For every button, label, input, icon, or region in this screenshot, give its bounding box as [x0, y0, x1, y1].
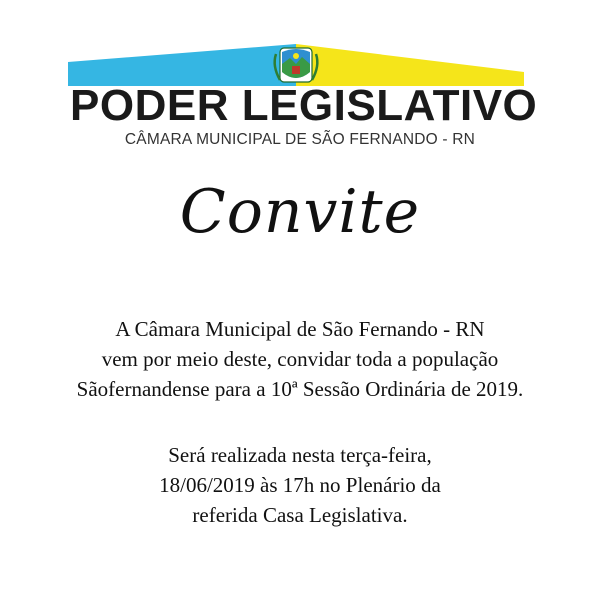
invitation-paragraph: [0, 314, 600, 404]
municipal-coat-of-arms-icon: [275, 48, 318, 82]
paragraph-line: 18/06/2019 às 17h no Plenário da: [159, 473, 441, 497]
invitation-heading: Convite: [179, 177, 421, 247]
header: [0, 0, 600, 160]
paragraph-line: vem por meio deste, convidar toda a população: [101, 347, 499, 371]
organization-title: PODER LEGISLATIVO: [70, 81, 538, 130]
paragraph-line: Sãofernandense para a 10ª Sessão Ordinária de 2019.: [76, 377, 524, 401]
paragraph-line: Será realizada nesta terça-feira,: [168, 443, 432, 467]
paragraph-line: A Câmara Municipal de São Fernando - RN: [115, 317, 485, 341]
session-details-paragraph: [0, 440, 600, 530]
roof-logo: [68, 44, 524, 86]
organization-subtitle: CÂMARA MUNICIPAL DE SÃO FERNANDO - RN: [124, 131, 476, 148]
paragraph-line: referida Casa Legislativa.: [192, 503, 408, 527]
